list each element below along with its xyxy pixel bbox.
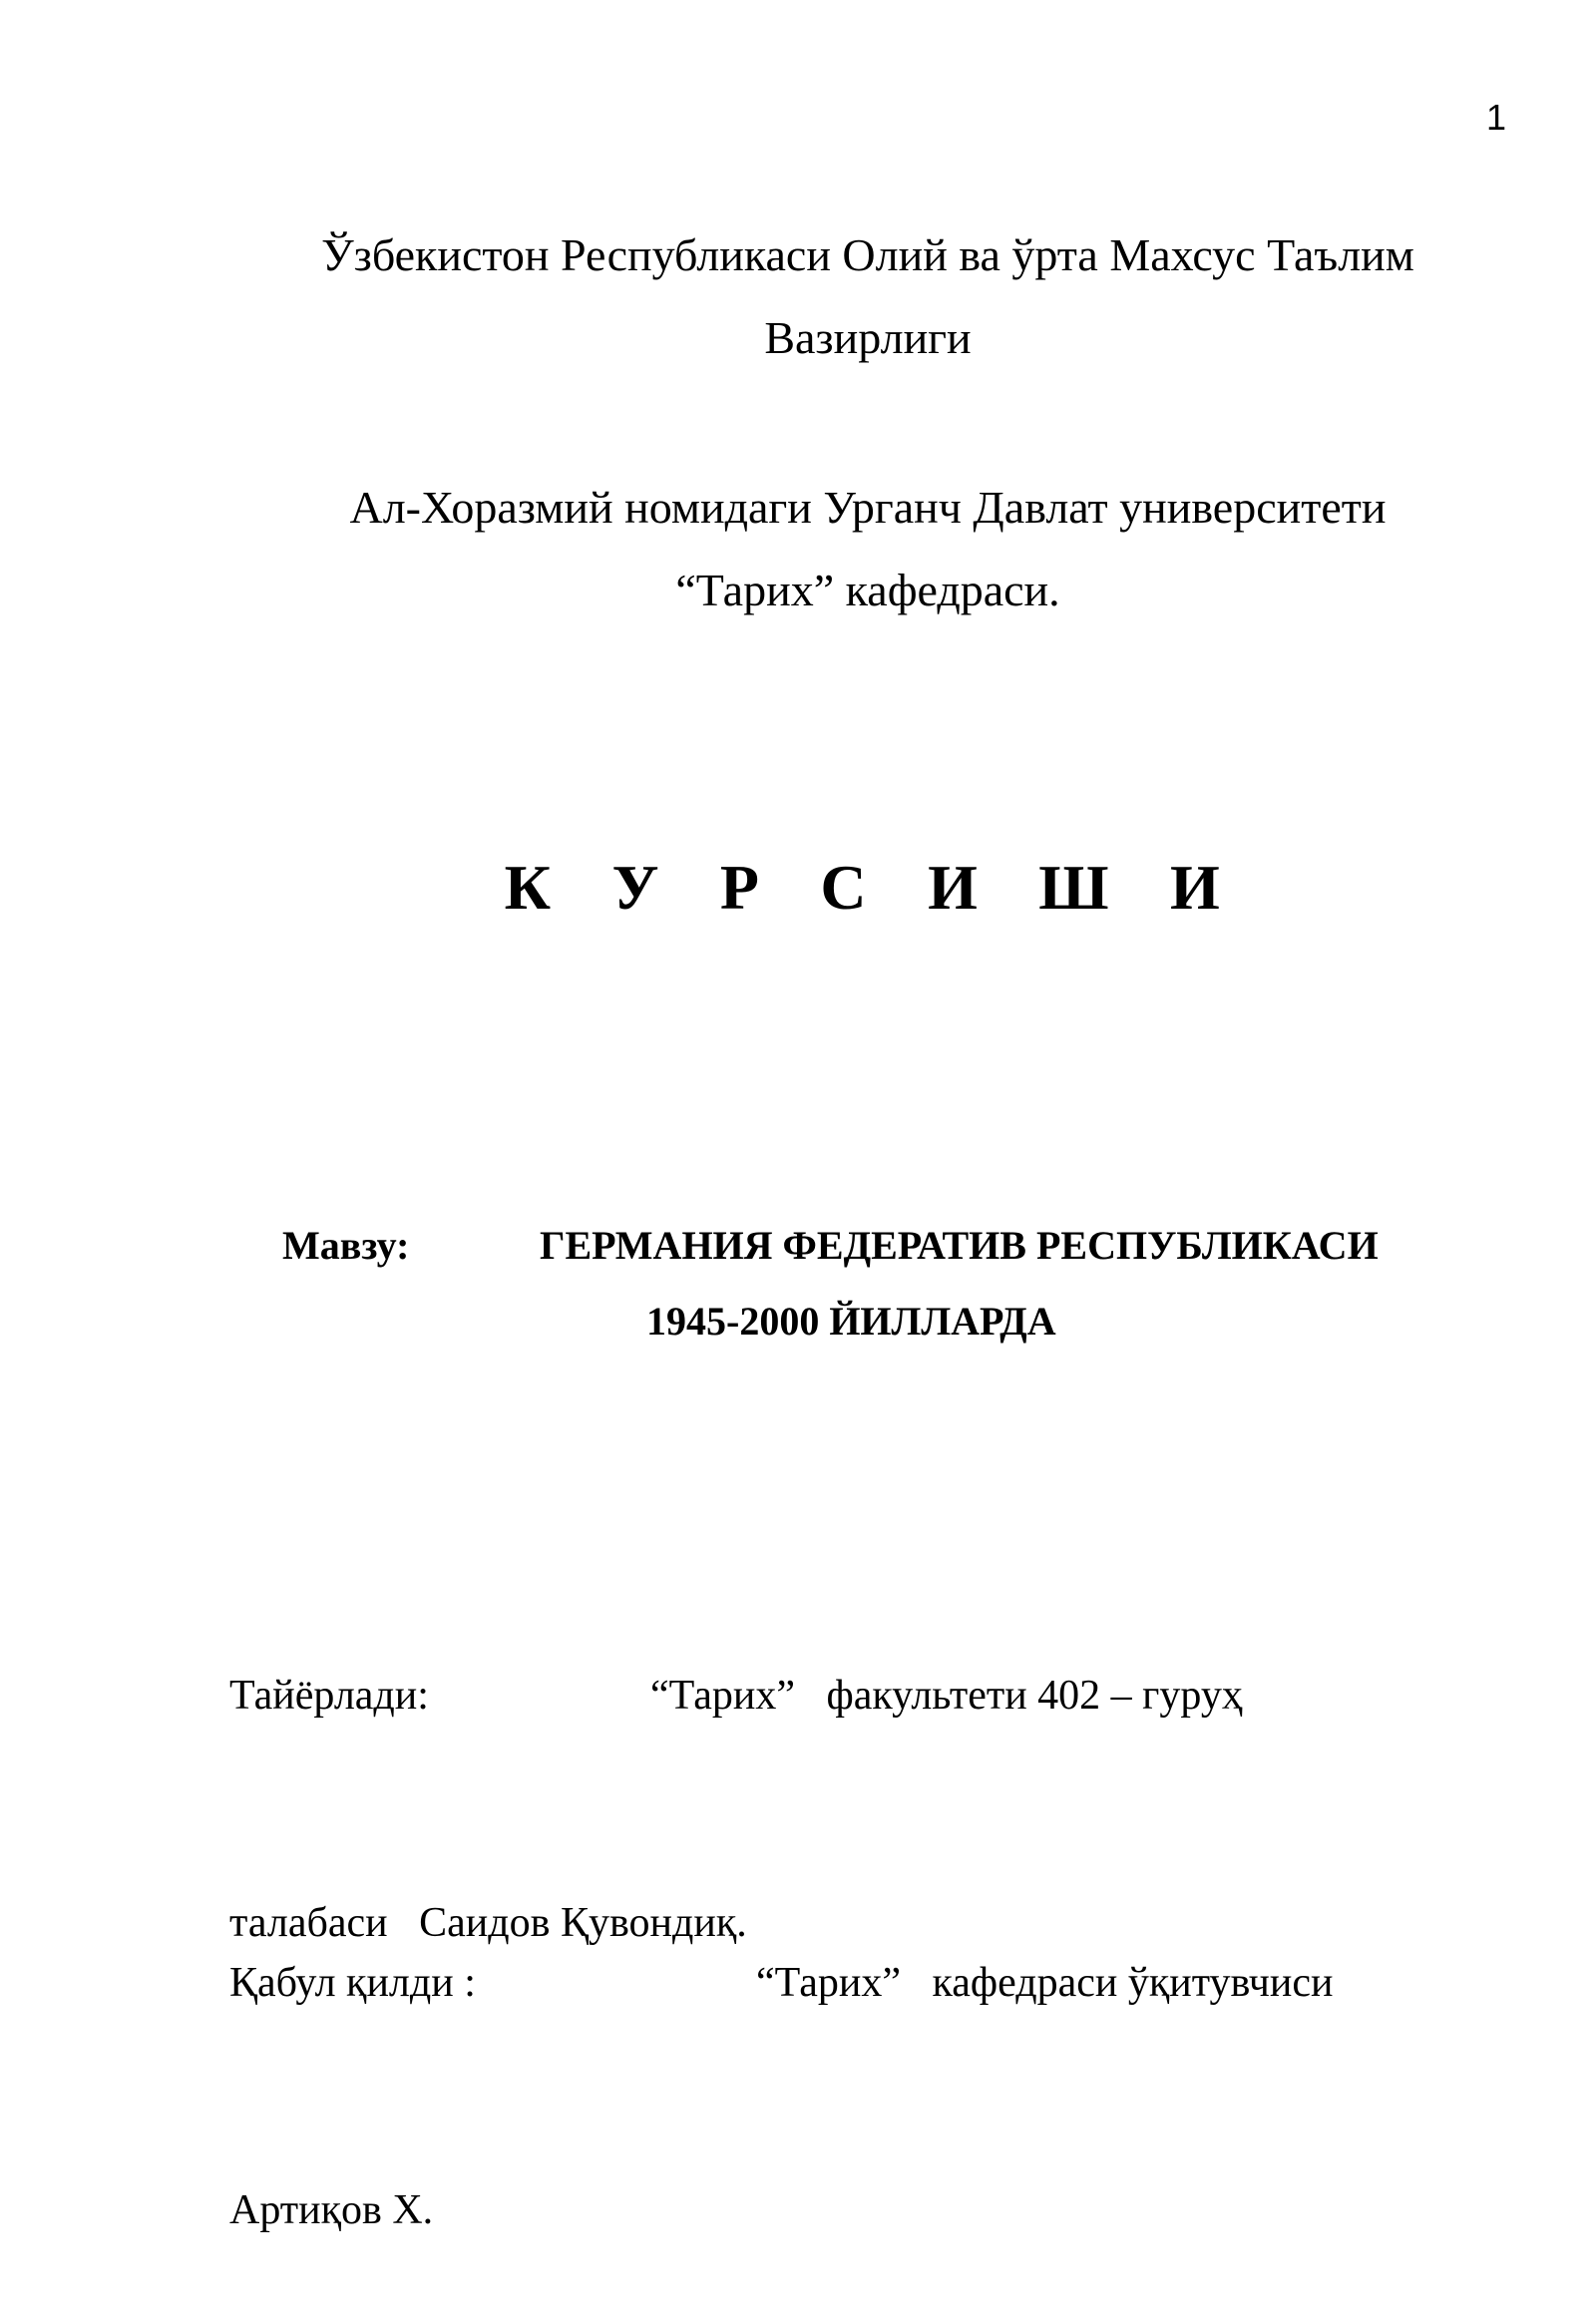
ministry-header xyxy=(269,213,1466,379)
topic-label: Мавзу: xyxy=(282,1223,410,1268)
document-title: К У Р С И Ш И xyxy=(504,852,1232,923)
university-header xyxy=(269,466,1466,631)
prepared-by-line-1: “Тарих” факультети 402 – гуруҳ xyxy=(650,1673,1243,1719)
prepared-by-label: Тайёрлади: xyxy=(229,1673,429,1719)
accepted-by-line-2: Артиқов Х. xyxy=(229,2187,434,2233)
accepted-by-line-1: “Тарих” кафедраси ўқитувчиси xyxy=(756,1960,1334,2006)
accepted-by-label: Қабул қилди : xyxy=(229,1960,476,2006)
ministry-line-2: Вазирлиги xyxy=(764,312,972,363)
accepted-by-block xyxy=(229,1793,1476,2324)
topic-block xyxy=(282,1208,1479,1359)
topic-line-2: 1945-2000 ЙИЛЛАРДА xyxy=(646,1299,1056,1344)
university-line-1: Ал-Хоразмий номидаги Урганч Давлат университети xyxy=(349,482,1387,533)
topic-line-1: ГЕРМАНИЯ ФЕДЕРАТИВ РЕСПУБЛИКАСИ xyxy=(540,1223,1379,1268)
page-number: 1 xyxy=(1485,97,1506,138)
ministry-line-1: Ўзбекистон Республикаси Олий ва ўрта Махсус Таълим xyxy=(321,229,1414,280)
prepared-by-line-2: талабаси Саидов Қувондиқ. xyxy=(229,1900,747,1946)
department-line: “Тарих” кафедраси. xyxy=(675,565,1060,615)
